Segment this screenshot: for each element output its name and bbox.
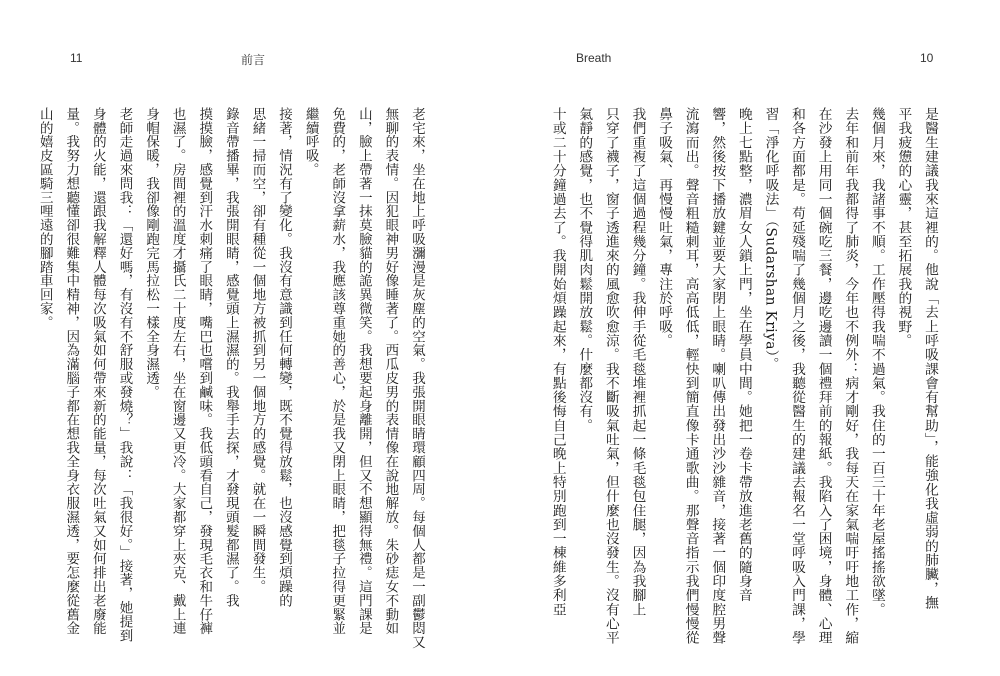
text-line: 和各方面都是。苟延殘喘了幾個月之後，我聽從醫生的建議去報名一堂呼吸入門課，學 [789,107,806,645]
text-line: 在沙發上用同一個碗吃三餐，邊吃邊讀一個禮拜前的報紙。我陷入了困境，身體、心理 [815,107,832,645]
text-line: 思緒一掃而空，卻有種從一個地方被抓到另一個地方的感覺。就在一瞬間發生。 [249,107,266,594]
right-body-text [549,107,943,652]
right-page [500,0,1000,676]
text-line: 老師走過來問我：「還好嗎，有沒有不舒服或發燒？」我說：「我很好。」接著，她提到 [116,107,133,643]
text-line: 響，然後按下播放鍵並要大家閉上眼睛。喇叭傳出發出沙沙雜音，接著一個印度腔男聲 [709,107,726,645]
text-line: 摸摸臉，感覺到汗水刺痛了眼睛，嘴巴也嚐到鹹味。我低頭看自己，發現毛衣和牛仔褲 [196,107,213,636]
text-line: 繼續呼吸。 [302,107,319,177]
text-line: 身帽保暖，我卻像剛跑完馬拉松一樣全身濕透。 [143,107,160,399]
text-line: 無聊的表情。因犯眼神男好像睡著了。西瓜皮男的表情像在說地解放。朱砂痣女不動如 [382,107,399,636]
text-line: 免費的，老師沒拿薪水，我應該尊重她的善心，於是我又閉上眼睛，把毯子拉得更緊並 [329,107,346,636]
text-line: 習「淨化呼吸法」（Sudarshan Kriya）。 [762,107,779,372]
right-page-number: 10 [920,51,934,65]
text-line: 鼻子吸氣、再慢慢吐氣，專注於呼吸。 [656,107,673,348]
text-line: 錄音帶播畢，我張開眼睛，感覺頭上濕濕的。我舉手去探，才發現頭髮都濕了。我 [222,107,239,608]
text-line: 山，臉上帶著一抹莫臉貓的詭異微笑。我想要起身離開，但又不想顯得無禮。這門課是 [355,107,372,636]
text-line: 老宅來，坐在地上呼吸瀰漫是灰塵的空氣。我張開眼睛環顧四周。每個人都是一副鬱悶又 [409,107,425,650]
text-line: 氣靜的感覺，也不覺得肌肉鬆開放鬆。什麼都沒有。 [576,107,593,433]
text-line: 我們重複了這個過程幾分鐘。我伸手從毛毯堆裡抓起一條毛毯包住腿，因為我腳上 [629,107,646,617]
left-body-text [36,107,430,652]
text-line: 只穿了襪子，窗子透進來的風愈吹愈涼。我不斷吸氣吐氣，但什麼也沒發生。沒有心平 [602,107,619,645]
text-line: 接著，情況有了變化。我沒有意識到任何轉變，既不覺得放鬆，也沒感覺到煩躁的 [276,107,293,608]
text-line: 去年和前年我都得了肺炎，今年也不例外：病才剛好，我每天在家氣喘吁吁地工作，縮 [842,107,859,645]
text-line: 十或二十分鐘過去了。我開始煩躁起來，有點後悔自己晚上特別跑到一棟維多利亞 [549,107,566,617]
right-running-head: Breath [576,51,612,65]
text-line: 也濕了。房間裡的溫度才攝氏二十度左右，坐在窗邊又更冷。大家都穿上夾克、戴上連 [169,107,186,636]
left-running-head: 前言 [241,53,266,67]
text-line: 流瀉而出。聲音粗糙刺耳，高高低低，輕快到簡直像卡通歌曲。那聲音指示我們慢慢從 [682,107,699,645]
text-line: 量。我努力想聽懂卻很難集中精神，因為滿腦子都在想我全身衣服濕透，要怎麼從舊金 [63,107,80,636]
text-line: 幾個月來，我諸事不順。工作壓得我喘不過氣。我住的一百三十年老屋搖搖欲墜。 [868,107,885,617]
text-line: 晚上七點整，濃眉女人鎖上門，坐在學員中間。她把一卷卡帶放進老舊的隨身音 [735,107,752,603]
text-line: 身體的火能，還跟我解釋人體每次吸氣如何帶來新的能量，每次吐氣又如何排出老廢能 [89,107,106,636]
text-line: 是醫生建議我來這裡的。他說「去上呼吸課會有幫助」，能強化我虛弱的肺臟，撫 [922,107,938,610]
text-line: 山的嬉皮區騎三哩遠的腳踏車回家。 [36,107,53,330]
left-page-number: 11 [70,51,83,65]
text-line: 平我疲憊的心靈，甚至拓展我的視野。 [895,107,912,348]
